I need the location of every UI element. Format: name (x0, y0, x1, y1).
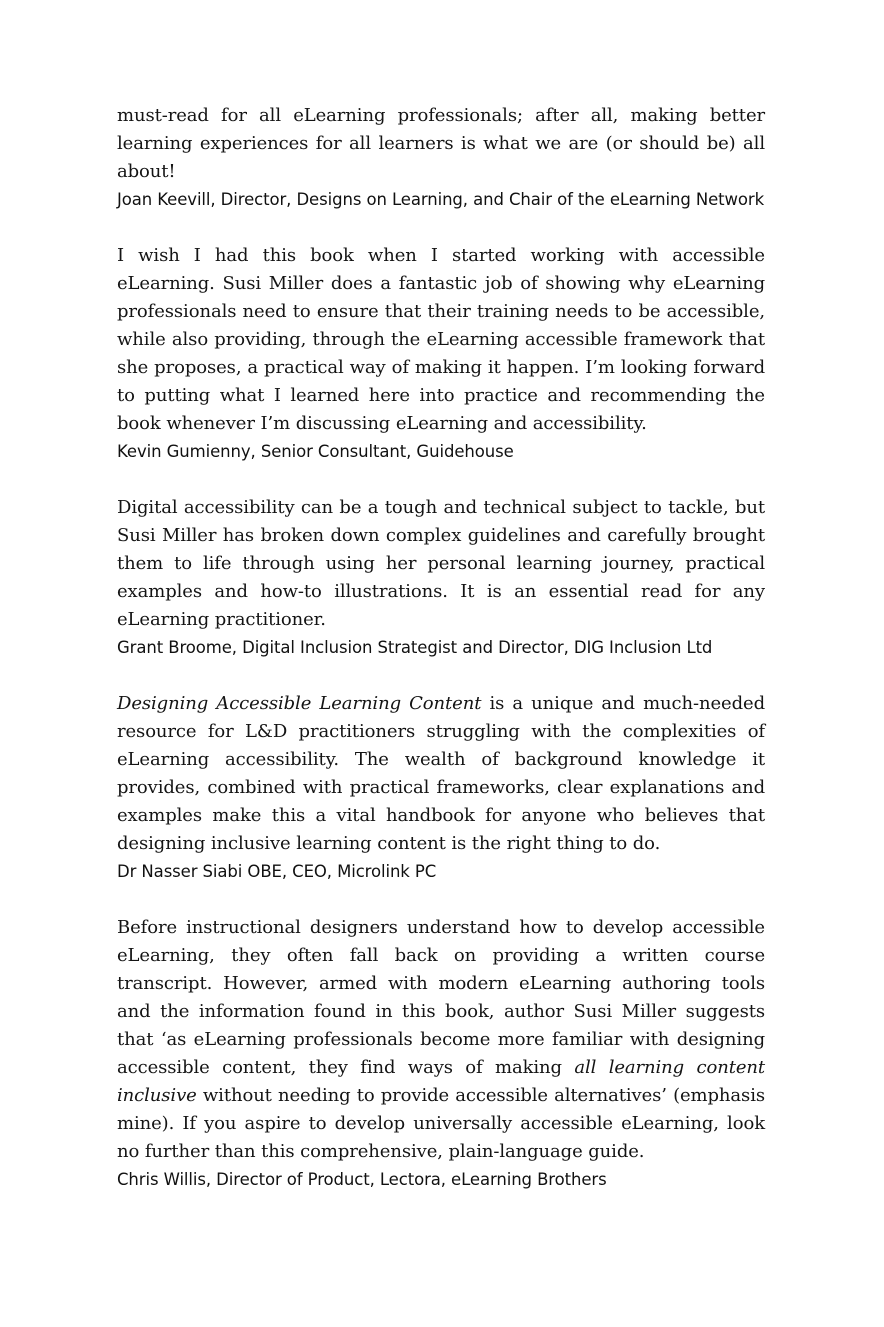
endorsements-page (117, 102, 765, 1222)
endorsement-attribution: Chris Willis, Director of Product, Lectora, eLearning Brothers (117, 1170, 607, 1189)
quote-text: is a unique and much-needed resource for L&D practitioners struggling with the complexities of eLearning accessibility. The wealth of background knowledge it provides, combined with practical frameworks, clear explanations and examples make this a vital handbook for anyone who believes that designing inclusive learning content is the right thing to do. (117, 693, 766, 854)
endorsement-quote (117, 914, 765, 1166)
quote-text: without needing to provide accessible alternatives’ (emphasis mine). If you aspire to develop universally accessible eLearning, look no further than this comprehensive, plain-language guide. (117, 1085, 765, 1162)
endorsement-attribution: Kevin Gumienny, Senior Consultant, Guidehouse (117, 442, 514, 461)
quote-text: Before instructional designers understand how to develop accessible eLearning, they often fall back on providing a written course transcript. However, armed with modern eLearning authoring tools and the information found in this book, author Susi Miller suggests that ‘as eLearning professionals become more familiar with designing accessible content, they find ways of making (117, 917, 765, 1078)
endorsement-quote: I wish I had this book when I started working with accessible eLearning. Susi Miller does a fantastic job of showing why eLearning professionals need to ensure that their training needs to be accessible, while also providing, through the eLearning accessible framework that she proposes, a practical way of making it happen. I’m looking forward to putting what I learned here into practice and recommending the book whenever I’m discussing eLearning and accessibility. (117, 245, 765, 434)
endorsement-attribution: Joan Keevill, Director, Designs on Learning, and Chair of the eLearning Network (117, 190, 765, 209)
endorsement-4 (117, 690, 765, 886)
endorsement-5 (117, 914, 765, 1194)
endorsement-3 (117, 494, 765, 662)
endorsement-2 (117, 242, 765, 466)
endorsement-quote (117, 690, 765, 858)
endorsement-quote: Digital accessibility can be a tough and technical subject to tackle, but Susi Miller has broken down complex guidelines and carefully brought them to life through using her personal learning journey, practical examples and how-to illustrations. It is an essential read for any eLearning practitioner. (117, 497, 765, 630)
endorsement-quote: must-read for all eLearning professionals; after all, making better learning experiences for all learners is what we are (or should be) all about! (117, 105, 765, 182)
endorsement-attribution: Dr Nasser Siabi OBE, CEO, Microlink PC (117, 862, 437, 881)
endorsement-1 (117, 102, 765, 214)
book-title: Designing Accessible Learning Content (117, 693, 482, 714)
quote-emphasis: all learning content inclusive (117, 1057, 766, 1106)
endorsement-attribution: Grant Broome, Digital Inclusion Strategist and Director, DIG Inclusion Ltd (117, 638, 713, 657)
